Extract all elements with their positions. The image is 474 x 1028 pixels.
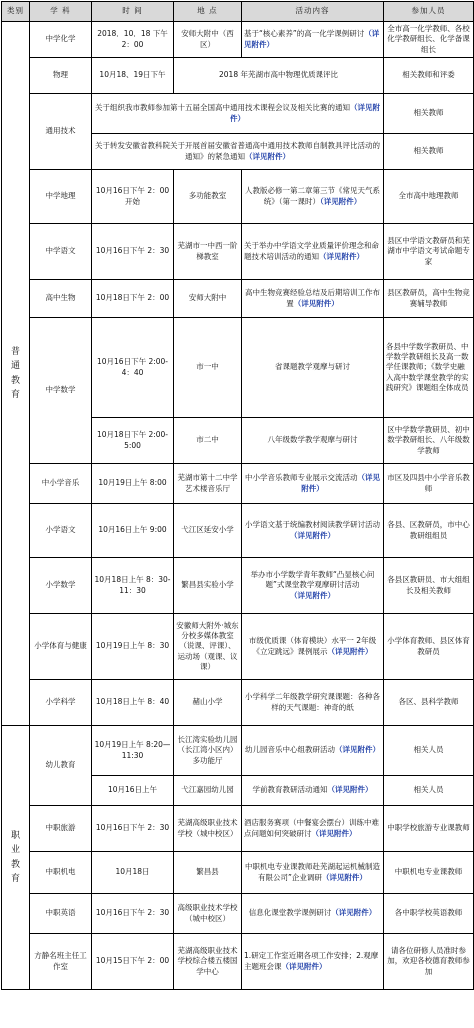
cell-place: 长江湾实验幼儿园（长江湾小区内）多功能厅	[174, 726, 242, 776]
attachment-link[interactable]: （详见附件）	[230, 103, 380, 123]
cell-time: 10月18日下午 2:00-5:00	[92, 418, 174, 464]
cell-time: 10月16日上午 9:00	[92, 504, 174, 558]
table-row	[2, 464, 474, 504]
cell-subject: 高中生物	[30, 280, 92, 318]
attachment-link[interactable]: （详见附件）	[319, 251, 364, 261]
cell-place: 弋江区延安小学	[174, 504, 242, 558]
cell-place: 市二中	[174, 418, 242, 464]
cell-activity: 省课题教学观摩与研讨	[242, 318, 384, 418]
cell-subject: 通用技术	[30, 94, 92, 170]
schedule-table	[1, 1, 474, 990]
header-category: 类别	[2, 2, 30, 22]
cell-time: 10月16日下午 2：30	[92, 806, 174, 852]
cell-time: 10月18、19日下午	[92, 58, 174, 94]
header-row	[2, 2, 474, 22]
cell-place: 繁昌县	[174, 852, 242, 894]
category-general-education: 普 通 教 育	[2, 22, 30, 726]
cell-subject: 中小学音乐	[30, 464, 92, 504]
header-activity: 活动内容	[242, 2, 384, 22]
cell-people: 县区中学语文教研员和芜湖市中学语文考试命题专家	[384, 224, 474, 280]
table-row	[2, 318, 474, 418]
header-subject: 学 科	[30, 2, 92, 22]
attachment-link[interactable]: （详见附件）	[290, 590, 335, 600]
cell-time: 10月15日下午 2：00	[92, 934, 174, 990]
cell-people: 相关人员	[384, 726, 474, 776]
cell-people: 相关教师和评委	[384, 58, 474, 94]
attachment-link[interactable]: （详见附件）	[331, 908, 377, 918]
cell-place: 多功能教室	[174, 170, 242, 224]
cell-activity: 小学科学二年级教学研究课课题：各种各样的天气课题：神奇的纸	[242, 680, 384, 726]
cell-subject: 中学化学	[30, 22, 92, 58]
cell-place: 繁昌县实验小学	[174, 558, 242, 614]
cell-people: 各县、区教研员，市中心教研组组员	[384, 504, 474, 558]
cell-place: 赭山小学	[174, 680, 242, 726]
attachment-link[interactable]: （详见附件）	[327, 785, 373, 795]
cell-people: 相关人员	[384, 776, 474, 806]
cell-place: 芜湖高级职业技术学校综合楼五楼国学中心	[174, 934, 242, 990]
cell-time: 2018．10．18 下午 2：00	[92, 22, 174, 58]
cell-subject: 中学语文	[30, 224, 92, 280]
table-row	[2, 280, 474, 318]
cell-subject: 方静名班主任工作室	[30, 934, 92, 990]
cell-activity: 基于“核心素养”的高一化学课例研讨（详见附件）	[242, 22, 384, 58]
table-row	[2, 504, 474, 558]
cell-activity: 酒店服务赛项（中餐宴会摆台）训练中难点问题如何突破研讨（详见附件）	[242, 806, 384, 852]
cell-subject: 中职旅游	[30, 806, 92, 852]
cell-place: 高级职业技术学校（城中校区）	[174, 894, 242, 934]
cell-activity: 幼儿园音乐中心组教研活动（详见附件）	[242, 726, 384, 776]
cell-people: 中职学校旅游专业课教师	[384, 806, 474, 852]
attachment-link[interactable]: （详见附件）	[327, 646, 373, 656]
category-vocational-education: 职 业 教 育	[2, 726, 30, 990]
table-row	[2, 558, 474, 614]
table-row	[2, 22, 474, 58]
cell-time: 10月16日下午 2:00-4：40	[92, 318, 174, 418]
table-row	[2, 726, 474, 776]
attachment-link[interactable]: （详见附件）	[321, 872, 367, 882]
cell-time: 10月16日下午 2：30	[92, 894, 174, 934]
attachment-link[interactable]: （详见附件）	[293, 298, 339, 308]
cell-people: 各县区教研员、市大组组长及相关教师	[384, 558, 474, 614]
header-time: 时 间	[92, 2, 174, 22]
cell-activity: 人教版必修一第二章第三节《常见天气系统》（第一课时）（详见附件）	[242, 170, 384, 224]
cell-place: 弋江嘉园幼儿园	[174, 776, 242, 806]
cell-subject: 小学语文	[30, 504, 92, 558]
cell-activity: 信息化课堂教学课例研讨（详见附件）	[242, 894, 384, 934]
cell-activity: 2018 年芜湖市高中物理优质课评比	[174, 58, 384, 94]
cell-time: 10月19日上午 8:20—11:30	[92, 726, 174, 776]
table-row	[2, 934, 474, 990]
cell-subject: 物理	[30, 58, 92, 94]
cell-time: 10月16日下午 2：30	[92, 224, 174, 280]
attachment-link[interactable]: （详见附件）	[335, 745, 380, 755]
cell-activity: 学前教育教研活动通知（详见附件）	[242, 776, 384, 806]
cell-subject: 中职机电	[30, 852, 92, 894]
cell-people: 相关教师	[384, 134, 474, 170]
cell-subject: 中学地理	[30, 170, 92, 224]
cell-time: 10月16日上午	[92, 776, 174, 806]
cell-people: 相关教师	[384, 94, 474, 134]
cell-activity: 关于举办中学语文学业质量评价理念和命题技术培训活动的通知（详见附件）	[242, 224, 384, 280]
table-row	[2, 94, 474, 134]
cell-place: 芜湖市一中西一阶梯教室	[174, 224, 242, 280]
cell-subject: 小学体育与健康	[30, 614, 92, 680]
cell-time: 10月19日上午 8:00	[92, 464, 174, 504]
table-row	[2, 224, 474, 280]
cell-activity: 小学语文基于统编教材阅读教学研讨活动（详见附件）	[242, 504, 384, 558]
cell-activity: 中小学音乐教师专业展示交流活动（详见附件）	[242, 464, 384, 504]
attachment-link[interactable]: （详见附件）	[320, 196, 362, 206]
cell-people: 各县中学数学教研员、中学数学教研组长及高一数学任课教师；《数学史融入高中数学课堂教学的实践研究》课题组全体成员	[384, 318, 474, 418]
cell-activity: 中职机电专业课教师赴芜湖起运机械制造有限公司”企业调研（详见附件）	[242, 852, 384, 894]
cell-subject: 小学数学	[30, 558, 92, 614]
cell-time: 10月18日下午 2：00	[92, 280, 174, 318]
table-row	[2, 58, 474, 94]
cell-people: 全市高中地理教师	[384, 170, 474, 224]
table-row	[2, 680, 474, 726]
cell-subject: 中学数学	[30, 318, 92, 464]
cell-place: 安徽师大附外·城东分校多媒体教室（说课、评课）、运动场（观课、议课）	[174, 614, 242, 680]
cell-activity: 市级优质课（体育模块）水平一 2年级《立定跳远》课例展示（详见附件）	[242, 614, 384, 680]
cell-place: 市一中	[174, 318, 242, 418]
attachment-link[interactable]: （详见附件）	[244, 29, 380, 49]
attachment-link[interactable]: （详见附件）	[245, 151, 290, 161]
cell-time: 10月18日上午 8：30-11：30	[92, 558, 174, 614]
cell-people: 区中学数学教研员、初中数学教研组长、八年级数学教师	[384, 418, 474, 464]
cell-subject: 幼儿教育	[30, 726, 92, 806]
cell-people: 全市高一化学教师、各校化学教研组长、化学备课组长	[384, 22, 474, 58]
attachment-link[interactable]: （详见附件）	[301, 473, 380, 493]
cell-people: 市区及四县中小学音乐教师	[384, 464, 474, 504]
cell-activity: 关于转发安徽省教科院关于开展首届安徽省普通高中通用技术教师自制教具评比活动的通知》的紧急通知（详见附件）	[92, 134, 384, 170]
cell-place: 芜湖高级职业技术学校（城中校区）	[174, 806, 242, 852]
cell-people: 小学体育教师、县区体育教研员	[384, 614, 474, 680]
attachment-link[interactable]: （详见附件）	[290, 530, 335, 540]
cell-time: 10月19日上午 8：30	[92, 614, 174, 680]
table-row	[2, 894, 474, 934]
cell-activity: 举办市小学数学青年教师“凸显核心问题”式课堂教学观摩研讨活动（详见附件）	[242, 558, 384, 614]
table-row	[2, 614, 474, 680]
cell-subject: 小学科学	[30, 680, 92, 726]
table-row	[2, 170, 474, 224]
header-place: 地 点	[174, 2, 242, 22]
cell-place: 安师大附中（西区）	[174, 22, 242, 58]
cell-people: 中职机电专业课教师	[384, 852, 474, 894]
cell-activity: 八年级数学教学观摩与研讨	[242, 418, 384, 464]
cell-time: 10月16日下午 2：00 开始	[92, 170, 174, 224]
cell-subject: 中职英语	[30, 894, 92, 934]
cell-place: 芜湖市第十二中学艺术楼音乐厅	[174, 464, 242, 504]
cell-time: 10月18日	[92, 852, 174, 894]
header-people: 参加人员	[384, 2, 474, 22]
cell-people: 请各位研修人员准时参加，欢迎各校德育教师参加	[384, 934, 474, 990]
cell-place: 安师大附中	[174, 280, 242, 318]
table-row	[2, 806, 474, 852]
attachment-link[interactable]: （详见附件）	[281, 961, 327, 971]
cell-people: 县区教研员，高中生物竞赛辅导教师	[384, 280, 474, 318]
cell-time: 10月18日上午 8：40	[92, 680, 174, 726]
table-row	[2, 852, 474, 894]
cell-activity: 关于组织我市教师参加第十五届全国高中通用技术课程会议及相关比赛的通知（详见附件）	[92, 94, 384, 134]
cell-people: 各中职学校英语教师	[384, 894, 474, 934]
cell-activity: 1.研定工作室近期各项工作安排；2.观摩主题班会课（详见附件）	[242, 934, 384, 990]
attachment-link[interactable]: （详见附件）	[311, 828, 357, 838]
cell-activity: 高中生物竞赛经验总结及后期培训工作布置（详见附件）	[242, 280, 384, 318]
cell-people: 各区、县科学教师	[384, 680, 474, 726]
